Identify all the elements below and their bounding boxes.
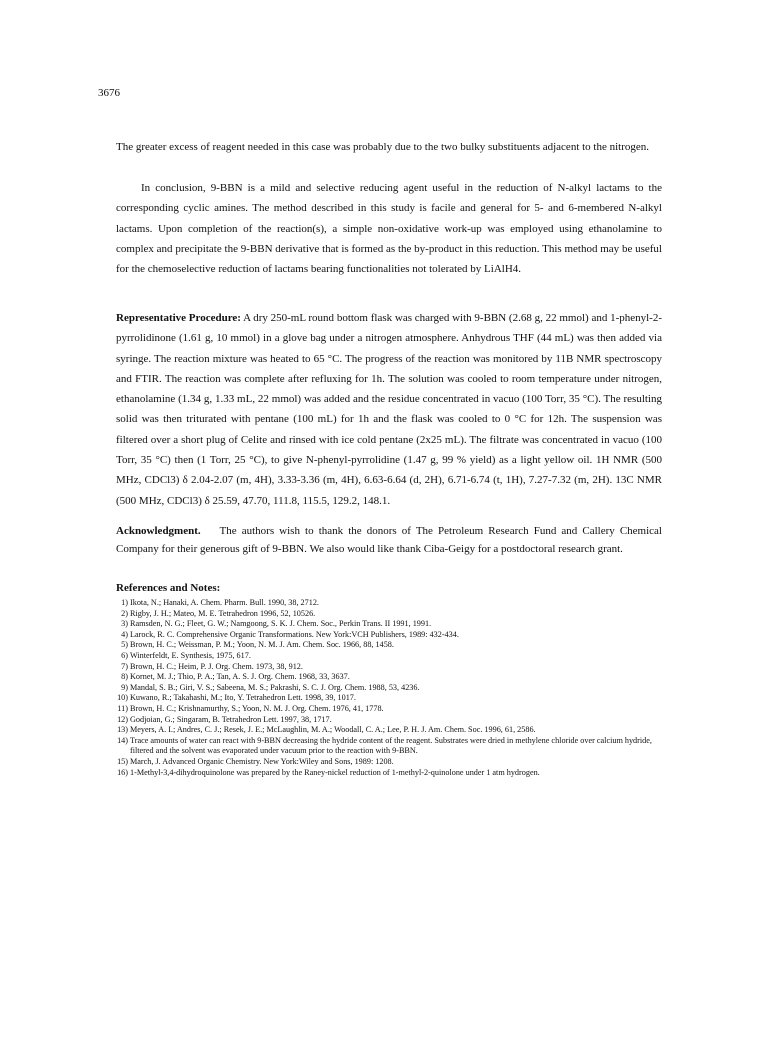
reference-text: Kuwano, R.; Takahashi, M.; Ito, Y. Tetrahedron Lett. 1998, 39, 1017. bbox=[130, 693, 356, 703]
reference-text: Trace amounts of water can react with 9-BBN decreasing the hydride content of the reagent. Substrates were dried in methylene chloride over calcium hydride, filtered and the solvent was evaporated under vacuum prior to the reaction with 9-BBN. bbox=[130, 735, 652, 756]
reference-text: Ramsden, N. G.; Fleet, G. W.; Namgoong, S. K. J. Chem. Soc., Perkin Trans. II 1991, 1991. bbox=[130, 619, 432, 629]
reference-text: Godjoian, G.; Singaram, B. Tetrahedron Lett. 1997, 38, 1717. bbox=[130, 714, 332, 724]
reference-item bbox=[114, 704, 666, 715]
reference-text: Mandal, S. B.; Giri, V. S.; Sabeena, M. S.; Pakrashi, S. C. J. Org. Chem. 1988, 53, 4236. bbox=[130, 682, 420, 692]
reference-number: 16) bbox=[117, 767, 128, 777]
reference-number: 5) bbox=[121, 640, 128, 650]
reference-item bbox=[114, 757, 666, 768]
paragraph-representative-procedure bbox=[116, 308, 662, 511]
reference-number: 8) bbox=[121, 672, 128, 682]
reference-number: 13) bbox=[117, 725, 128, 735]
reference-text: Meyers, A. I.; Andres, C. J.; Resek, J. E.; McLaughlin, M. A.; Woodall, C. A.; Lee, P. H. J. Am. Chem. Soc. 1996, 61, 2586. bbox=[130, 725, 536, 735]
reference-item bbox=[114, 598, 666, 609]
reference-item bbox=[114, 651, 666, 662]
reference-text: Brown, H. C.; Krishnamurthy, S.; Yoon, N. M. J. Org. Chem. 1976, 41, 1778. bbox=[130, 703, 384, 713]
reference-item bbox=[114, 662, 666, 673]
reference-number: 3) bbox=[121, 619, 128, 629]
paragraph-excess-reagent: The greater excess of reagent needed in this case was probably due to the two bulky substituents adjacent to the nitrogen. bbox=[116, 141, 650, 153]
reference-item bbox=[114, 683, 666, 694]
reference-item bbox=[114, 640, 666, 651]
procedure-text: A dry 250-mL round bottom flask was charged with 9-BBN (2.68 g, 22 mmol) and 1-phenyl-2-pyrrolidinone (1.61 g, 10 mmol) in a glove bag under a nitrogen atmosphere. Anhydrous THF (44 mL) was then added via syringe. The reaction mixture was heated to 65 °C. The progress of the reaction was monitored by 11B NMR spectroscopy and FTIR. The reaction was complete after refluxing for 1h. The solution was cooled to room temperature under nitrogen, ethanolamine (1.34 g, 1.33 mL, 22 mmol) was added and the residue concentrated in vacuo (100 Torr, 35 °C). The resulting solid was then triturated with pentane (100 mL) for 1h and the flask was cooled to 0 °C for 12h. The suspension was filtered over a short plug of Celite and rinsed with ice cold pentane (2x25 mL). The filtrate was concentrated in vacuo (100 Torr, 35 °C) then (1 Torr, 25 °C), to give N-phenyl-pyrrolidine (1.47 g, 99 % yield) as a light yellow oil. 1H NMR (500 MHz, CDCl3) δ 2.04-2.07 (m, 4H), 3.33-3.36 (m, 4H), 6.63-6.64 (d, 2H), 6.71-6.74 (t, 1H), 7.27-7.32 (m, 2H). 13C NMR (500 MHz, CDCl3) δ 25.59, 47.70, 111.8, 115.5, 129.2, 148.1. bbox=[116, 312, 663, 507]
reference-item bbox=[114, 768, 666, 779]
reference-text: Ikota, N.; Hanaki, A. Chem. Pharm. Bull. 1990, 38, 2712. bbox=[130, 598, 319, 607]
paragraph-acknowledgment bbox=[116, 522, 662, 558]
procedure-heading: Representative Procedure: bbox=[116, 312, 241, 324]
reference-number: 9) bbox=[121, 682, 128, 692]
reference-number: 6) bbox=[121, 650, 128, 660]
reference-number: 1) bbox=[121, 598, 128, 607]
reference-text: Winterfeldt, E. Synthesis, 1975, 617. bbox=[130, 650, 251, 660]
reference-number: 10) bbox=[117, 693, 128, 703]
page-number: 3676 bbox=[98, 87, 120, 99]
reference-text: Larock, R. C. Comprehensive Organic Transformations. New York:VCH Publishers, 1989: 432-434. bbox=[130, 629, 459, 639]
reference-number: 4) bbox=[121, 629, 128, 639]
acknowledgment-text: The authors wish to thank the donors of The Petroleum Research Fund and Callery Chemical Company for their generous gift of 9-BBN. We also would like thank Ciba-Geigy for a postdoctoral research grant. bbox=[116, 525, 662, 556]
reference-item bbox=[114, 725, 666, 736]
reference-item bbox=[114, 630, 666, 641]
reference-item bbox=[114, 609, 666, 620]
reference-number: 7) bbox=[121, 661, 128, 671]
reference-text: Brown, H. C.; Heim, P. J. Org. Chem. 1973, 38, 912. bbox=[130, 661, 303, 671]
reference-item bbox=[114, 672, 666, 683]
reference-number: 12) bbox=[117, 714, 128, 724]
paragraph-conclusion: In conclusion, 9-BBN is a mild and selective reducing agent useful in the reduction of N-alkyl lactams to the corresponding cyclic amines. The method described in this study is facile and general for 5- and 6-membered N-alkyl lactams. Upon completion of the reaction(s), a simple non-oxidative work-up was employed using ethanolamine to complex and precipitate the 9-BBN derivative that is formed as the by-product in this reduction. This method may be useful for the chemoselective reduction of lactams bearing functionalities not tolerated by LiAlH4. bbox=[116, 182, 662, 276]
reference-number: 15) bbox=[117, 756, 128, 766]
references-heading: References and Notes: bbox=[116, 582, 221, 594]
reference-item bbox=[114, 715, 666, 726]
reference-text: March, J. Advanced Organic Chemistry. New York:Wiley and Sons, 1989: 1208. bbox=[130, 756, 394, 766]
reference-text: Rigby, J. H.; Mateo, M. E. Tetrahedron 1996, 52, 10526. bbox=[130, 608, 316, 618]
reference-text: Brown, H. C.; Weissman, P. M.; Yoon, N. M. J. Am. Chem. Soc. 1966, 88, 1458. bbox=[130, 640, 394, 650]
reference-item bbox=[114, 736, 666, 757]
acknowledgment-heading: Acknowledgment. bbox=[116, 525, 201, 537]
reference-number: 14) bbox=[117, 735, 128, 745]
reference-item bbox=[114, 619, 666, 630]
reference-number: 11) bbox=[117, 703, 128, 713]
reference-number: 2) bbox=[121, 608, 128, 618]
reference-text: Kornet, M. J.; Thio, P. A.; Tan, A. S. J. Org. Chem. 1968, 33, 3637. bbox=[130, 672, 350, 682]
reference-text: 1-Methyl-3,4-dihydroquinolone was prepared by the Raney-nickel reduction of 1-methyl-2-quinolone under 1 atm hydrogen. bbox=[130, 767, 540, 777]
reference-item bbox=[114, 693, 666, 704]
references-list bbox=[114, 598, 666, 778]
